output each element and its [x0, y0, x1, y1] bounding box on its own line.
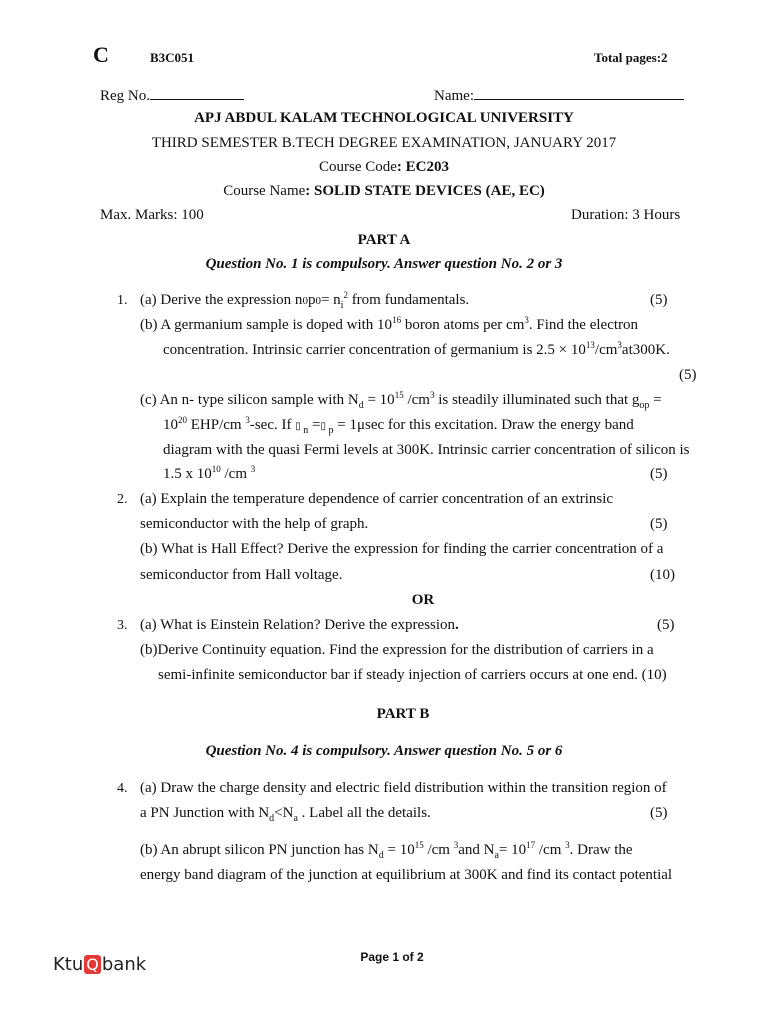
- q1b-l1-exp: 16: [392, 315, 402, 325]
- q4b-l1-sub1: d: [378, 850, 384, 861]
- q1a-pre: (a) Derive the expression n: [140, 292, 303, 308]
- max-marks: Max. Marks: 100: [100, 207, 204, 223]
- q1c-line1: (c) An n- type silicon sample with $N_d = 10^{15}$ $/cm^3$ is steadily illuminated such that $g_{op}$ =: [140, 390, 662, 411]
- q1c-l1-pre: (c) An n- type silicon sample with N: [140, 392, 359, 408]
- q2a-marks: (5): [650, 516, 668, 532]
- series-letter: C: [93, 42, 109, 67]
- q4b-l1-pre: (b) An abrupt silicon PN junction has N: [140, 842, 379, 858]
- course-name-value: : SOLID STATE DEVICES (AE, EC): [305, 183, 545, 199]
- q1c-l1-eq: =: [649, 392, 662, 408]
- q1b-l2-mid: /cm: [594, 342, 618, 358]
- reg-no-field: [100, 86, 244, 105]
- part-b-heading: PART B: [376, 706, 430, 722]
- q1c-line2: $10^{20}$ EHP/cm $^3$-sec. If ▯ $_n$ =▯ $_p$ = 1μsec for this excitation. Draw the energy band: [163, 415, 634, 436]
- q4b-line1: (b) An abrupt silicon PN junction has $N_d = 10^{15}$ /cm $^3$and $N_a= 10^{17}$ /cm $^3$. Draw the: [140, 840, 633, 861]
- q4b-l1-mid4: = 10: [498, 842, 527, 858]
- q4a-l2-pre: a PN Junction with N: [140, 805, 270, 821]
- total-pages: Total pages:2: [594, 50, 668, 65]
- q3a-pre: (a) What is Einstein Relation? Derive the expression: [140, 617, 456, 633]
- name-field: [434, 86, 684, 105]
- q1a-marks: (5): [650, 292, 668, 308]
- question-number: 3.: [117, 618, 128, 633]
- logo-q-icon: Q: [86, 955, 99, 974]
- q1c-l2-n: n: [300, 425, 309, 436]
- q4a-l2-sub2: a: [293, 813, 298, 824]
- q3a-dot: .: [455, 617, 459, 633]
- q1b-line2: concentration. Intrinsic carrier concentration of germanium is $2.5 \times 10^{13}/cm^3at300K$.: [163, 340, 670, 358]
- q4a-l2-end: . Label all the details.: [297, 805, 431, 821]
- q2a-line1: (a) Explain the temperature dependence of carrier concentration of an extrinsic: [140, 491, 614, 507]
- q4a-line1: (a) Draw the charge density and electric field distribution within the transition region of: [140, 780, 667, 796]
- part-b-instruction: Question No. 4 is compulsory. Answer question No. 5 or 6: [205, 743, 563, 759]
- q1c-marks: (5): [650, 466, 668, 482]
- q1b-marks: (5): [679, 367, 697, 383]
- exam-title: THIRD SEMESTER B.TECH DEGREE EXAMINATION, JANUARY 2017: [151, 135, 617, 151]
- q1b-l2-end: at300K.: [621, 342, 670, 358]
- q4b-line2: energy band diagram of the junction at equilibrium at 300K and find its contact potential: [140, 867, 673, 883]
- name-label: Name:: [434, 88, 474, 104]
- q3b-line1: (b)Derive Continuity equation. Find the expression for the distribution of carriers in a: [140, 642, 654, 658]
- q3b-line2: semi-infinite semiconductor bar if steady injection of carriers occurs at one end. (10): [158, 667, 667, 683]
- q2b-marks: (10): [650, 567, 675, 583]
- q1c-l2-post: -sec. If: [249, 417, 296, 433]
- q1b-l2-pre: concentration. Intrinsic carrier concentration of germanium is 2.5 × 10: [163, 342, 586, 358]
- reg-no-label: Reg No.: [100, 88, 150, 104]
- course-code: [0, 159, 768, 176]
- university-name: APJ ABDUL KALAM TECHNOLOGICAL UNIVERSITY: [194, 110, 574, 126]
- q4b-l1-mid2: /cm: [423, 842, 454, 858]
- q4b-l1-exp1: 15: [414, 840, 424, 850]
- q1c-l1-exp: 15: [394, 390, 404, 400]
- q1c-l2-eq: =: [308, 417, 321, 433]
- q4a-l2-mid: <N: [274, 805, 294, 821]
- paper-code: B3C051: [150, 50, 195, 65]
- q1c-l2-end: = 1μsec for this excitation. Draw the energy band: [333, 417, 634, 433]
- q1c-line4: 1.5 x $10^{10}$ /cm $^3$: [163, 464, 256, 482]
- question-number: 2.: [117, 492, 128, 507]
- q4a-line2: [140, 805, 431, 822]
- q4b-l1-end: . Draw the: [569, 842, 633, 858]
- logo-right: bank: [101, 954, 147, 975]
- q1a-post: from fundamentals.: [347, 292, 470, 308]
- q1c-l1-mid: = 10: [363, 392, 395, 408]
- reg-no-blank: [150, 86, 244, 100]
- q1c-line3: diagram with the quasi Fermi levels at 300K. Intrinsic carrier concentration of silicon is: [163, 442, 690, 458]
- question-number: 4.: [117, 781, 128, 796]
- q4b-l1-mid1: = 10: [383, 842, 415, 858]
- q4b-l1-exp2: 17: [526, 840, 536, 850]
- q2b-line2: semiconductor from Hall voltage.: [140, 567, 343, 583]
- q4a-marks: (5): [650, 805, 668, 821]
- q1c-l2-exp: 20: [178, 415, 187, 425]
- q1c-l1-end: is steadily illuminated such that g: [434, 392, 640, 408]
- q1c-l2-mid: EHP/cm: [187, 417, 246, 433]
- tau-glyph: ▯: [295, 421, 301, 432]
- q3a-marks: (5): [657, 617, 675, 633]
- course-name-label: Course Name: [223, 183, 306, 199]
- q1b-l1-pre: (b) A germanium sample is doped with 10: [140, 317, 393, 333]
- q1b-l1-mid: boron atoms per cm: [401, 317, 525, 333]
- q1c-l4-post: /cm: [220, 466, 251, 482]
- q2a-line2: semiconductor with the help of graph.: [140, 516, 369, 532]
- q1a-text: (a) Derive the expression $n0p0= n_i^2$ from fundamentals.: [140, 290, 470, 311]
- tau-glyph: ▯: [320, 421, 326, 432]
- q1c-l2-pre: 10: [163, 417, 178, 433]
- q1c-l4-pre: 1.5 x 10: [163, 466, 212, 482]
- page-number: Page 1 of 2: [360, 950, 424, 964]
- q3a-text: [140, 617, 459, 634]
- q1a-mid: = n: [320, 292, 341, 308]
- q4b-l1-mid3: and N: [458, 842, 495, 858]
- q1b-l1-end: . Find the electron: [528, 317, 639, 333]
- q4b-l1-mid5: /cm: [535, 842, 566, 858]
- logo-left: Ktu: [53, 954, 84, 975]
- q1c-l4-exp: 10: [211, 464, 221, 474]
- q1b-line1: (b) A germanium sample is doped with $10^{16}$ boron atoms per $cm^3$. Find the electron: [140, 315, 639, 333]
- part-a-heading: PART A: [357, 232, 411, 248]
- q1c-l2-p: p: [325, 425, 334, 436]
- or-separator: OR: [411, 592, 435, 608]
- name-blank: [474, 86, 684, 100]
- ktuqbank-logo: [53, 954, 146, 975]
- course-code-value: : EC203: [396, 159, 449, 175]
- q1c-l1-sub: op: [639, 400, 650, 411]
- q2b-line1: (b) What is Hall Effect? Derive the expression for finding the carrier concentration of a: [140, 541, 664, 557]
- q1c-l1-post: /cm: [403, 392, 430, 408]
- q1b-l2-exp: 13: [585, 340, 595, 350]
- part-a-instruction: Question No. 1 is compulsory. Answer question No. 2 or 3: [205, 256, 563, 272]
- question-number: 1.: [117, 293, 128, 308]
- q4a-l2-sub1: d: [269, 813, 275, 824]
- course-code-label: Course Code: [318, 159, 397, 175]
- duration: Duration: 3 Hours: [571, 207, 681, 223]
- q4b-l1-sub2: a: [494, 850, 499, 861]
- course-name: [0, 183, 768, 200]
